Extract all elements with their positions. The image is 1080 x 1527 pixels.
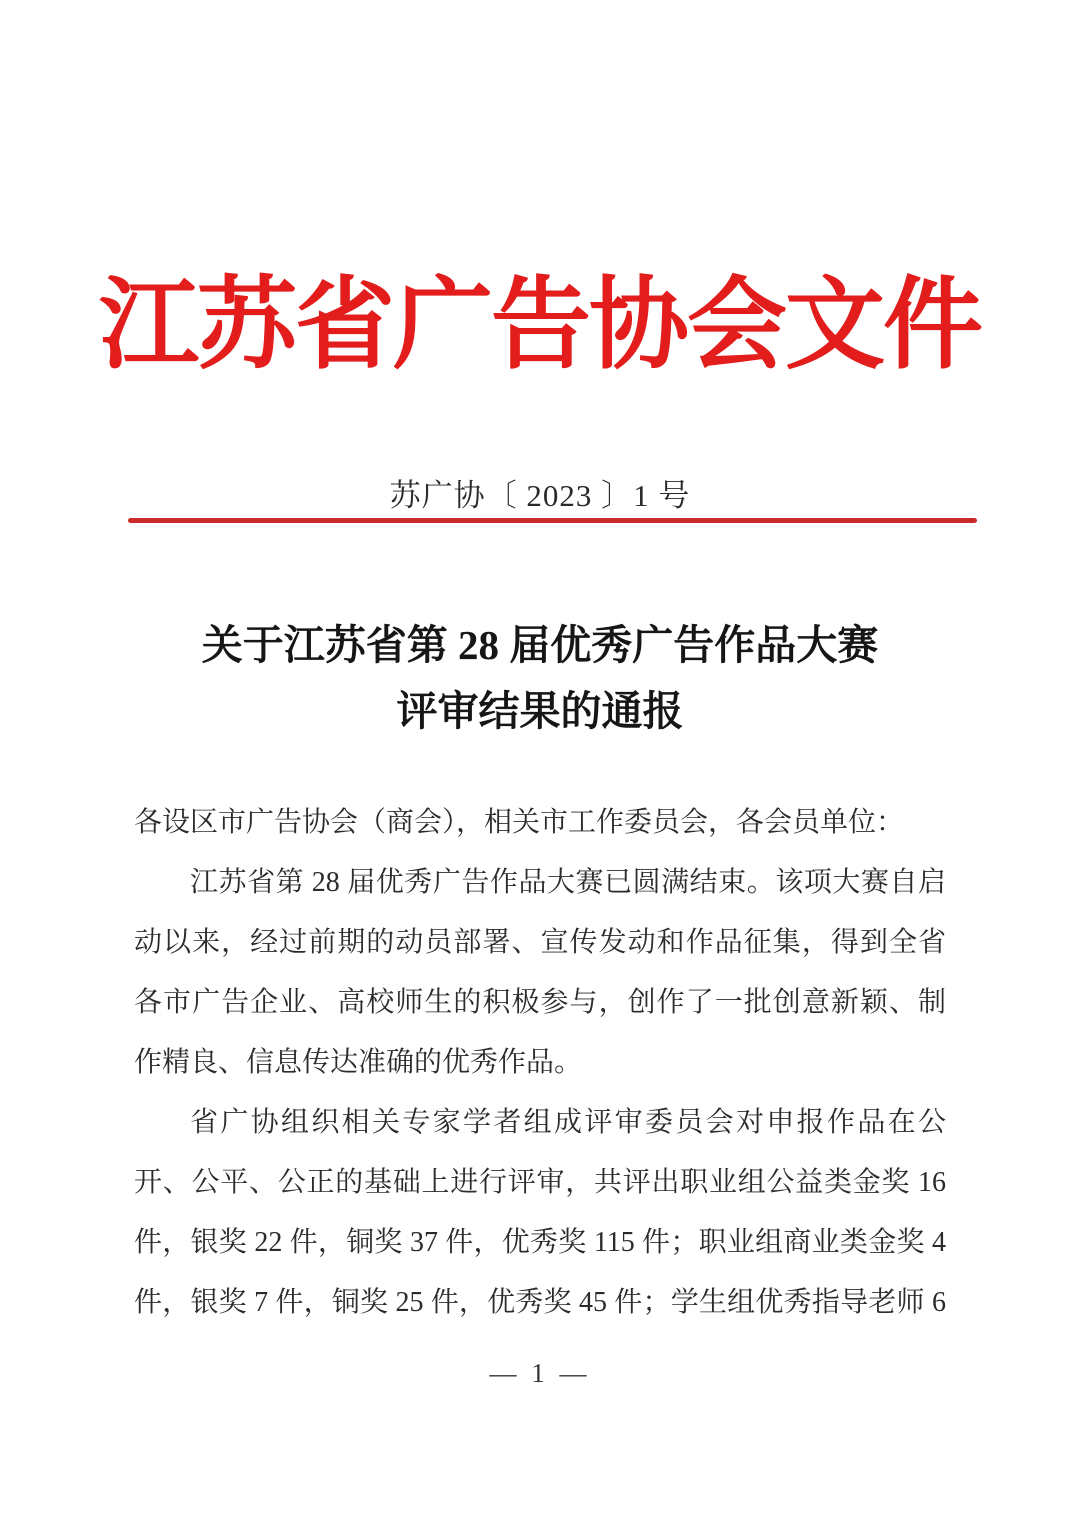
document-title [0,612,1080,744]
document-title-line-2: 评审结果的通报 [396,688,684,734]
document-number: 苏广协〔 2023 〕1 号 [389,478,691,513]
document-title-line-1: 关于江苏省第 28 届优秀广告作品大赛 [201,622,879,668]
red-divider-rule [128,518,977,523]
body-line: 各市广告企业、高校师生的积极参与，创作了一批创意新颖、制 [134,987,946,1018]
red-header-title: 江苏省广告协会文件 [99,270,981,381]
body-line: 开、公平、公正的基础上进行评审，共评出职业组公益类金奖 16 [134,1167,946,1198]
body-text [134,793,946,1333]
body-line: 江苏省第 28 届优秀广告作品大赛已圆满结束。该项大赛自启 [190,867,946,898]
body-line: 件，银奖 7 件，铜奖 25 件，优秀奖 45 件；学生组优秀指导老师 6 [134,1287,946,1318]
page-number: — 1 — [489,1358,591,1388]
body-line: 省广协组织相关专家学者组成评审委员会对申报作品在公 [190,1107,946,1138]
body-line: 作精良、信息传达准确的优秀作品。 [134,1047,583,1078]
body-line: 各设区市广告协会（商会），相关市工作委员会，各会员单位： [134,807,905,838]
body-line: 件，银奖 22 件，铜奖 37 件，优秀奖 115 件；职业组商业类金奖 4 [134,1227,946,1258]
body-line: 动以来，经过前期的动员部署、宣传发动和作品征集，得到全省 [134,927,946,958]
